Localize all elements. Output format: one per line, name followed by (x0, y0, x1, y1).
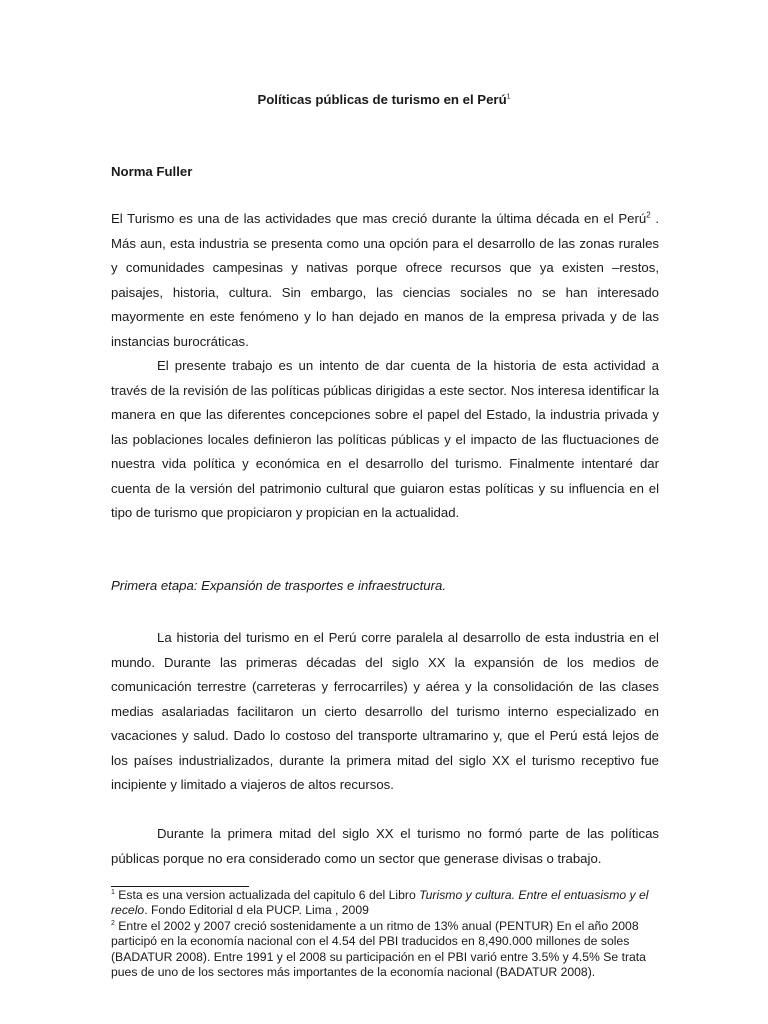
policy-paragraph-block (111, 822, 659, 871)
paragraph-1 (111, 207, 659, 354)
intro-section (111, 207, 659, 526)
title-footnote-ref[interactable]: 1 (506, 93, 511, 101)
paragraph-2: El presente trabajo es un intento de dar cuenta de la historia de esta actividad a través de la revisión de las políticas públicas dirigidas a este sector. Nos interesa identificar la manera en que las diferentes concepciones sobre el papel del Estado, la industria privada y las poblaciones locales definieron las políticas públicas y el impacto de las fluctuaciones de nuestra vida política y económica en el desarrollo del turismo. Finalmente intentaré dar cuenta de la versión del patrimonio cultural que guiaron estas políticas y su influencia en el tipo de turismo que propiciaron y propician en la actualidad. (111, 358, 659, 520)
footnote-separator (111, 886, 249, 887)
footnote-2-number: 2 (111, 919, 115, 927)
paragraph-3: La historia del turismo en el Perú corre paralela al desarrollo de esta industria en el mundo. Durante las primeras décadas del siglo XX la expansión de los medios de comunicación terrestre (carreteras y ferrocarriles) y aérea y la consolidación de las clases medias asalariadas facilitaron un cierto desarrollo del turismo interno especializado en vacaciones y salud. Dado lo costoso del transporte ultramarino y, que el Perú está lejos de los países industrializados, durante la primera mitad del siglo XX el turismo receptivo fue incipiente y limitado a viajeros de altos recursos. (111, 630, 659, 792)
footnote-1-book-title: Turismo y cultura. Entre el entuasismo y el recelo (111, 888, 649, 918)
history-paragraph-block (111, 626, 659, 798)
footnote-1-number: 1 (111, 888, 115, 896)
footnote-1-text-b: . Fondo Editorial d ela PUCP. Lima , 2009 (144, 903, 369, 918)
title-text: Políticas públicas de turismo en el Perú (257, 92, 507, 107)
document-title (0, 92, 768, 107)
author-name: Norma Fuller (111, 164, 193, 179)
footnote-ref-2[interactable]: 2 (646, 210, 651, 220)
footnote-1 (111, 888, 659, 919)
footnotes (111, 888, 659, 980)
paragraph-1-text-a: El Turismo es una de las actividades que mas creció durante la última década en el Perú (111, 211, 647, 226)
paragraph-4: Durante la primera mitad del siglo XX el turismo no formó parte de las políticas públicas porque no era considerado como un sector que generase divisas o trabajo. (111, 826, 659, 866)
paragraph-1-text-b: . Más aun, esta industria se presenta como una opción para el desarrollo de las zonas rurales y comunidades campesinas y nativas porque ofrece recursos que ya existen –restos, paisajes, historia, cultura. Sin embargo, las ciencias sociales no se han interesado mayormente en este fenómeno y lo han dejado en manos de la empresa privada y de las instancias burocráticas. (111, 211, 659, 349)
footnote-2-text: Entre el 2002 y 2007 creció sostenidamente a un ritmo de 13% anual (PENTUR) En el año 2008 participó en la economía nacional con el 4.54 del PBI traducidos en 8,490.000 millones de soles (BADATUR 2008). Entre 1991 y el 2008 su participación en el PBI varió entre 3.5% y 4.5% Se trata pues de uno de los sectores más importantes de la economía nacional (BADATUR 2008). (111, 918, 646, 980)
section-heading: Primera etapa: Expansión de trasportes e infraestructura. (111, 578, 446, 593)
footnote-1-text-a: Esta es una version actualizada del capitulo 6 del Libro (114, 888, 420, 902)
footnote-2 (111, 919, 659, 981)
